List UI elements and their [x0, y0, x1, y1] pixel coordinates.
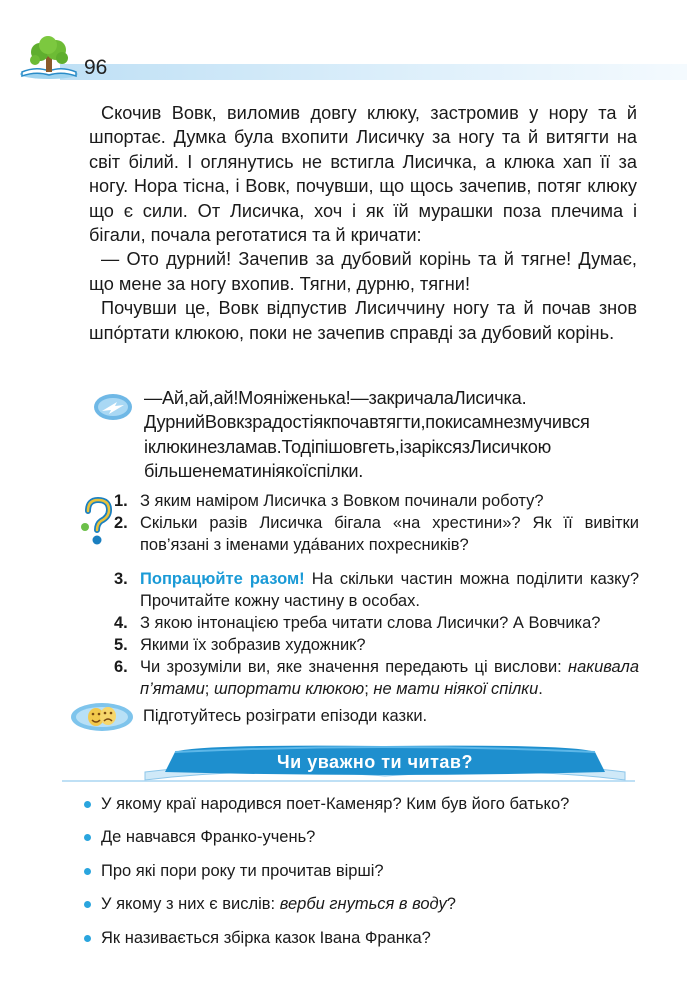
bullet-icon	[84, 901, 91, 908]
listen-icon	[93, 393, 133, 421]
story-final-paragraph	[144, 386, 637, 484]
review-text: Як називається збірка казок Івана Франка?	[101, 928, 431, 947]
question-text: Скільки разів Лисичка бігала «на хрестини»? Як її вивітки пов’язані з іменами уда́ваних похресників?	[140, 514, 639, 554]
question-number: 6.	[114, 658, 128, 676]
question-text: Чи зрозуміли ви, яке значення передають ці вислови: накивала п’ятами; шпортати клюкою; не мати ніякої спілки.	[140, 658, 639, 698]
question-item	[114, 612, 639, 634]
question-text: З яким наміром Лисичка з Вовком починали роботу?	[140, 492, 544, 510]
story-line: —Ай,ай,ай!Мояніженька!—закричалаЛисичка.	[144, 388, 527, 408]
question-text: Попрацюйте разом! На скільки частин можна поділити казку? Прочитайте кожну частину в особах.	[140, 570, 639, 610]
question-item	[114, 634, 639, 656]
bullet-icon	[84, 834, 91, 841]
question-item	[114, 568, 639, 612]
question-item	[114, 512, 639, 556]
story-line: ДурнийВовкзрадостіякпочавтягти,покисамнезмучився	[144, 412, 590, 433]
question-number: 3.	[114, 570, 128, 588]
question-item	[114, 490, 639, 512]
question-number: 5.	[114, 636, 128, 654]
page-number: 96	[84, 56, 108, 79]
review-item	[80, 927, 640, 949]
question-number: 2.	[114, 514, 128, 532]
prepare-task: Підготуйтесь розіграти епізоди казки.	[143, 707, 428, 725]
bullet-icon	[84, 868, 91, 875]
header-band	[60, 64, 687, 80]
theatre-masks-icon	[70, 702, 134, 732]
question-text: Якими їх зобразив художник?	[140, 636, 366, 654]
tree-book-icon	[18, 36, 80, 80]
story-paragraph: Почувши це, Вовк відпустив Лисиччину ногу та й почав знов шпо́ртати клюкою, поки не зачепив справді за дубовий корінь.	[89, 298, 637, 343]
review-text: Де навчався Франко-учень?	[101, 828, 316, 847]
review-item	[80, 793, 640, 815]
review-text: У якому з них є вислів: верби гнуться в воду?	[101, 895, 456, 914]
question-item	[114, 656, 639, 700]
review-item	[80, 894, 640, 916]
story-text	[89, 101, 637, 345]
question-number: 1.	[114, 492, 128, 510]
review-questions	[80, 793, 640, 961]
story-paragraph: — Ото дурний! Зачепив за дубовий корінь та й тягне! Думає, що мене за ногу вхопив. Тягни, дурню, тягни!	[89, 249, 637, 294]
review-text: У якому краї народився поет-Каменяр? Ким був його батько?	[101, 794, 570, 813]
story-line: іклюкинезламав.Тодіпішовгеть,ізаріксязЛисичкою	[144, 436, 552, 457]
section-title: Чи уважно ти читав?	[277, 752, 473, 772]
review-text: Про які пори року ти прочитав вірші?	[101, 861, 384, 880]
question-number: 4.	[114, 614, 128, 632]
questions-list	[114, 490, 639, 700]
story-line: більшенематиніякоїспілки.	[144, 461, 364, 482]
question-text: З якою інтонацією треба читати слова Лисички? А Вовчика?	[140, 614, 601, 632]
question-icon	[80, 497, 114, 547]
review-item	[80, 827, 640, 849]
review-item	[80, 860, 640, 882]
teamwork-label: Попрацюйте разом!	[140, 570, 305, 588]
story-paragraph: Скочив Вовк, виломив довгу клюку, застромив у нору та й шпортає. Думка була вхопити Лисичку за ногу та й витягти на світ білий. І оглянутись не встигла Лисичка, а клюка хап її за ногу. Нора тісна, і Вовк, почувши, що щось зачепив, потяг клюку що є сили. От Лисичка, хоч і як їй мурашки поза плечима і бігали, почала реготатися та й кричати:	[89, 103, 637, 246]
bullet-icon	[84, 935, 91, 942]
bullet-icon	[84, 801, 91, 808]
